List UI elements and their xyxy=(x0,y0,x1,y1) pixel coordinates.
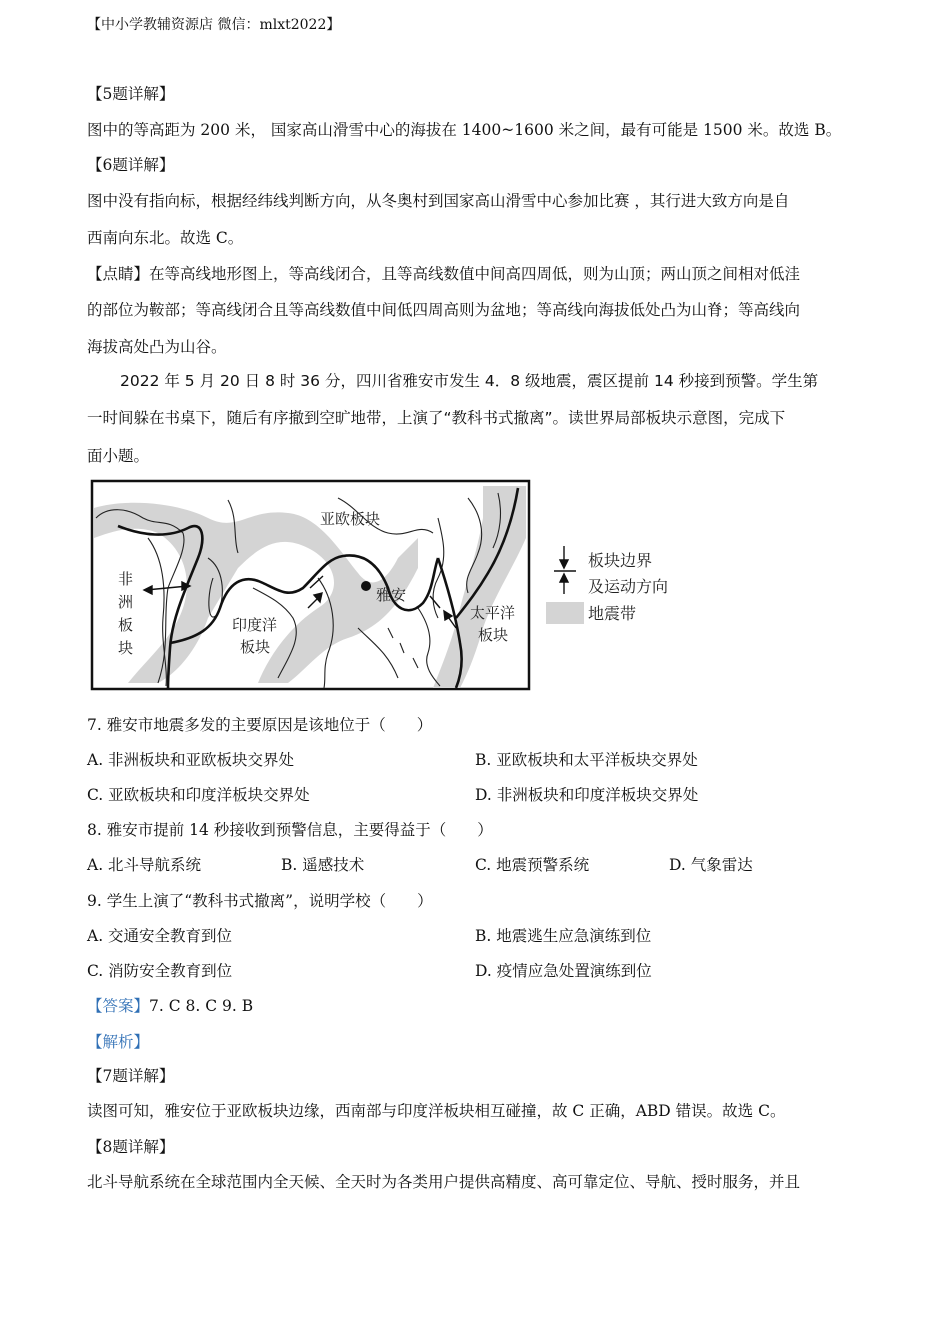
q7-detail-title: 【7题详解】 xyxy=(87,1067,175,1085)
legend-quake-label: 地震带 xyxy=(588,604,637,623)
answer-text: 7. C 8. C 9. B xyxy=(149,997,254,1015)
q7-option-a[interactable]: A. 非洲板块和亚欧板块交界处 xyxy=(87,751,295,769)
tip-line2: 的部位为鞍部；等高线闭合且等高线数值中间低四周高则为盆地；等高线向海拔低处凸为山脊；等高线向 xyxy=(87,301,801,319)
plate-map-figure xyxy=(88,478,698,694)
q9-option-a[interactable]: A. 交通安全教育到位 xyxy=(87,927,233,945)
q8-detail-title: 【8题详解】 xyxy=(87,1138,175,1156)
q8-detail-text: 北斗导航系统在全球范围内全天候、全天时为各类用户提供高精度、高可靠定位、导航、授时服务，并且 xyxy=(87,1173,801,1191)
q6-line2: 西南向东北。故选 C。 xyxy=(87,229,244,247)
label-indian-1: 印度洋 xyxy=(232,616,278,634)
q8-option-b[interactable]: B. 遥感技术 xyxy=(281,856,365,874)
q6-title: 【6题详解】 xyxy=(87,156,175,174)
legend-boundary-line1: 板块边界 xyxy=(588,551,653,570)
answer-line xyxy=(87,994,253,1016)
intro-line2: 一时间躲在书桌下，随后有序撤到空旷地带，上演了“教科书式撤离”。读世界局部板块示意图，完成下 xyxy=(87,409,786,427)
legend-boundary-line2: 及运动方向 xyxy=(588,577,669,596)
q7-option-b[interactable]: B. 亚欧板块和太平洋板块交界处 xyxy=(475,751,698,769)
label-eurasia: 亚欧板块 xyxy=(320,510,381,528)
q7-stem: 7. 雅安市地震多发的主要原因是该地位于（ ） xyxy=(87,716,433,734)
page-header: 【中小学教辅资源店 微信：mlxt2022】 xyxy=(87,17,341,33)
yaan-point xyxy=(361,581,371,591)
q5-title: 【5题详解】 xyxy=(87,85,175,103)
tip-line1: 【点睛】在等高线地形图上，等高线闭合，且等高线数值中间高四周低，则为山顶；两山顶之间相对低洼 xyxy=(87,265,801,283)
legend-quake-swatch xyxy=(546,602,584,624)
q9-option-d[interactable]: D. 疫情应急处置演练到位 xyxy=(475,962,652,980)
q5-text: 图中的等高距为 200 米， 国家高山滑雪中心的海拔在 1400~1600 米之间，最有可能是 1500 米。故选 B。 xyxy=(87,121,842,139)
label-indian-2: 板块 xyxy=(240,638,271,656)
legend xyxy=(546,546,668,624)
tip-line3: 海拔高处凸为山谷。 xyxy=(87,338,227,356)
legend-boundary-icon xyxy=(554,546,576,594)
answer-label: 【答案】 xyxy=(87,997,150,1015)
label-africa-3: 板 xyxy=(118,616,134,634)
q7-option-c[interactable]: C. 亚欧板块和印度洋板块交界处 xyxy=(87,786,310,804)
q6-line1: 图中没有指向标，根据经纬线判断方向，从冬奥村到国家高山滑雪中心参加比赛 ，其行进大致方向是自 xyxy=(87,192,790,210)
q9-option-c[interactable]: C. 消防安全教育到位 xyxy=(87,962,233,980)
q7-detail-text: 读图可知，雅安位于亚欧板块边缘，西南部与印度洋板块相互碰撞，故 C 正确，ABD 错误。故选 C。 xyxy=(87,1102,786,1120)
q8-option-a[interactable]: A. 北斗导航系统 xyxy=(87,856,202,874)
label-africa-1: 非 xyxy=(118,570,134,588)
q9-stem: 9. 学生上演了“教科书式撤离”，说明学校（ ） xyxy=(87,892,433,910)
intro-line3: 面小题。 xyxy=(87,447,150,465)
label-yaan: 雅安 xyxy=(376,586,407,604)
label-pacific-2: 板块 xyxy=(478,626,509,644)
q9-option-b[interactable]: B. 地震逃生应急演练到位 xyxy=(475,927,652,945)
q8-stem: 8. 雅安市提前 14 秒接收到预警信息，主要得益于（ ） xyxy=(87,821,493,839)
label-pacific-1: 太平洋 xyxy=(470,604,516,622)
label-africa-2: 洲 xyxy=(118,593,134,611)
analysis-label: 【解析】 xyxy=(87,1033,150,1051)
label-africa-4: 块 xyxy=(118,639,134,657)
intro-line1: 2022 年 5 月 20 日 8 时 36 分，四川省雅安市发生 4．8 级地震，震区提前 14 秒接到预警。学生第 xyxy=(120,372,819,390)
q7-option-d[interactable]: D. 非洲板块和印度洋板块交界处 xyxy=(475,786,699,804)
q8-option-c[interactable]: C. 地震预警系统 xyxy=(475,856,590,874)
q8-option-d[interactable]: D. 气象雷达 xyxy=(669,856,753,874)
